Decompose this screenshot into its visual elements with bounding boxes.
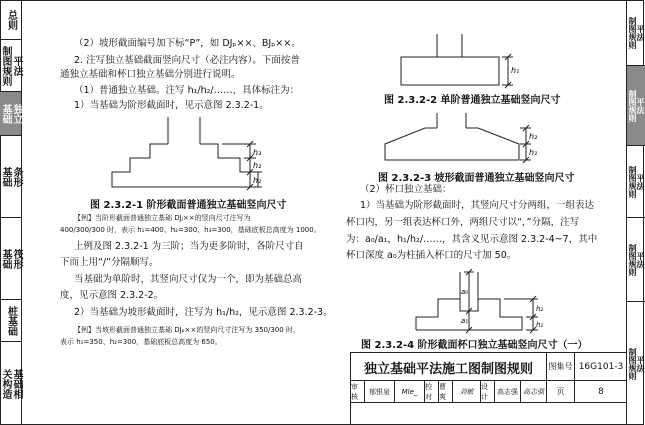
right-tab-label: 平法 <box>636 24 645 41</box>
paragraph-vertical-size: 2. 注写独立基础截面竖向尺寸（必注内容）。下面按普 <box>74 55 300 66</box>
example-2-line2: 表示 h₁=350、h₂=300，基础底板总高度为 650。 <box>60 338 222 346</box>
left-tab-strip-foundation[interactable] <box>0 136 21 218</box>
left-tab-general[interactable] <box>0 0 21 40</box>
left-chapter-index <box>0 0 22 425</box>
page-label: 页 <box>547 381 575 402</box>
example-1-line2: 400/300/300 时，表示 h₁=400、h₂=300、h₃=300，基础底板总高度为 1000。 <box>60 226 321 234</box>
left-tab-pile-foundation[interactable] <box>0 300 21 342</box>
label-h2: h₂ <box>536 305 544 313</box>
left-tab-label: 制图规则 <box>0 45 11 86</box>
left-tab-label: 基础 <box>0 166 11 187</box>
paragraph-ordinary-foundation: （1）普通独立基础。注写 h₁/h₂/……，具体标注为： <box>74 85 300 96</box>
right-tab-1[interactable] <box>627 0 645 66</box>
paragraph-single-step-cont: 度，见示意图 2.3.2-2。 <box>60 290 164 301</box>
label-h1: h₁ <box>529 148 538 157</box>
left-tab-label: 基础 <box>0 103 11 124</box>
review-label: 审核 <box>351 381 365 402</box>
paragraph-more-steps: 上例及图 2.3.2-1 为三阶；当为更多阶时，各阶尺寸自 <box>74 241 304 252</box>
design-label: 设计 <box>481 381 495 402</box>
label-a0: a₀ <box>461 288 469 296</box>
label-h1: h₁ <box>536 321 544 329</box>
left-tab-label: 筏形 <box>11 248 22 269</box>
left-tab-label: 基础 <box>0 248 11 269</box>
review-signature: Mle_ <box>395 381 425 402</box>
right-tab-4[interactable] <box>627 218 645 302</box>
check-name: 曹爽 <box>439 381 453 402</box>
title-block-row-2 <box>351 381 627 403</box>
left-tab-related-construction[interactable] <box>0 342 21 425</box>
atlas-label: 图集号 <box>547 353 575 380</box>
right-tab-2[interactable] <box>627 66 645 146</box>
figure-1-caption: 图 2.3.2-1 阶形截面普通独立基础竖向尺寸 <box>90 200 287 211</box>
check-signature: 刘敏 <box>453 381 481 402</box>
check-label: 校对 <box>425 381 439 402</box>
paragraph-sloped-section: 2）当基础为坡形截面时，注写为 h₁/h₂，见示意图 2.3.2-3。 <box>74 307 333 318</box>
paragraph-vertical-size-cont: 通独立基础和杯口独立基础分别进行说明。 <box>60 69 241 80</box>
review-name: 郁银泉 <box>365 381 395 402</box>
example-1-line1: 【例】当阶形截面普通独立基础 DJⱼ××的竖向尺寸注写为 <box>74 214 251 222</box>
left-tab-raft-foundation[interactable] <box>0 218 21 300</box>
right-tab-3[interactable] <box>627 146 645 218</box>
paragraph-cup-foundation: （2）杯口独立基础： <box>360 184 452 195</box>
left-tab-label: 独立 <box>11 103 22 124</box>
figure-3-caption: 图 2.3.2-3 坡形截面普通独立基础竖向尺寸 <box>378 173 575 184</box>
drawing-title: 独立基础平法施工图制图规则 <box>351 353 547 381</box>
left-tab-label: 平法 <box>11 55 22 76</box>
paragraph-single-step: 当基础为单阶时，其竖向尺寸仅为一个，即为基础总高 <box>74 274 303 285</box>
title-block-row-1 <box>351 353 627 381</box>
figure-2-caption: 图 2.3.2-2 单阶普通独立基础竖向尺寸 <box>384 95 561 106</box>
figure-4-caption: 图 2.3.2-4 阶形截面杯口独立基础竖向尺寸（一） <box>361 340 588 351</box>
right-tab-label: 平法 <box>636 97 645 114</box>
design-signature: 高志强 <box>521 381 547 402</box>
right-tab-label: 平法 <box>636 355 645 372</box>
right-tab-label: 制图规则 <box>628 347 637 380</box>
atlas-number: 16G101-3 <box>578 361 624 372</box>
left-tab-drawing-rules[interactable] <box>0 40 21 92</box>
paragraph-cup-stepped-3: 为：a₀/a₁，h₁/h₂/……，其含义见示意图 2.3.2-4~7，其中 <box>346 234 598 245</box>
right-tab-label: 平法 <box>636 173 645 190</box>
example-2-line1: 【例】当坡形截面普通独立基础 DJₚ××的竖向尺寸注写为 350/300 时， <box>74 326 300 334</box>
label-h2: h₂ <box>529 132 538 141</box>
label-h1: h₁ <box>511 66 520 75</box>
left-tab-label: 基础相 <box>11 368 22 399</box>
paragraph-sloped-code: （2）坡形截面编号加下标“P”，如 DJₚ××、BJₚ××。 <box>74 38 301 49</box>
title-block <box>350 352 626 425</box>
right-tab-label: 制图规则 <box>628 89 637 122</box>
right-tab-label: 制图规则 <box>628 16 637 49</box>
label-h1: h₁ <box>253 176 262 185</box>
left-tab-isolated-foundation[interactable] <box>0 92 21 136</box>
paragraph-cup-stepped: 1）当基础为阶形截面时，其竖向尺寸分两组，一组表达 <box>360 200 595 211</box>
label-a1: a₁ <box>461 317 469 325</box>
right-chapter-index <box>626 0 645 425</box>
right-tab-label: 平法 <box>636 251 645 268</box>
left-tab-label: 条形 <box>11 166 22 187</box>
label-h2: h₂ <box>253 161 262 170</box>
right-tab-label: 制图规则 <box>628 165 637 198</box>
paragraph-more-steps-cont: 下而上用“/”分隔顺写。 <box>60 257 159 268</box>
label-h3: h₃ <box>253 148 262 157</box>
left-tab-label: 关构造 <box>0 368 11 399</box>
left-tab-label: 桩基础 <box>5 305 17 336</box>
left-tab-label: 总则 <box>5 9 17 30</box>
paragraph-stepped-section: 1）当基础为阶形截面时，见示意图 2.3.2-1。 <box>74 100 269 111</box>
right-tab-5[interactable] <box>627 302 645 425</box>
paragraph-cup-stepped-4: 杯口深度 a₀为柱插入杯口的尺寸加 50。 <box>346 250 517 261</box>
page-number: 8 <box>598 386 604 397</box>
paragraph-cup-stepped-2: 杯口内，另一组表达杯口外，两组尺寸以“，”分隔，注写 <box>346 217 580 228</box>
right-tab-label: 制图规则 <box>628 243 637 276</box>
design-name: 高志强 <box>495 381 521 402</box>
